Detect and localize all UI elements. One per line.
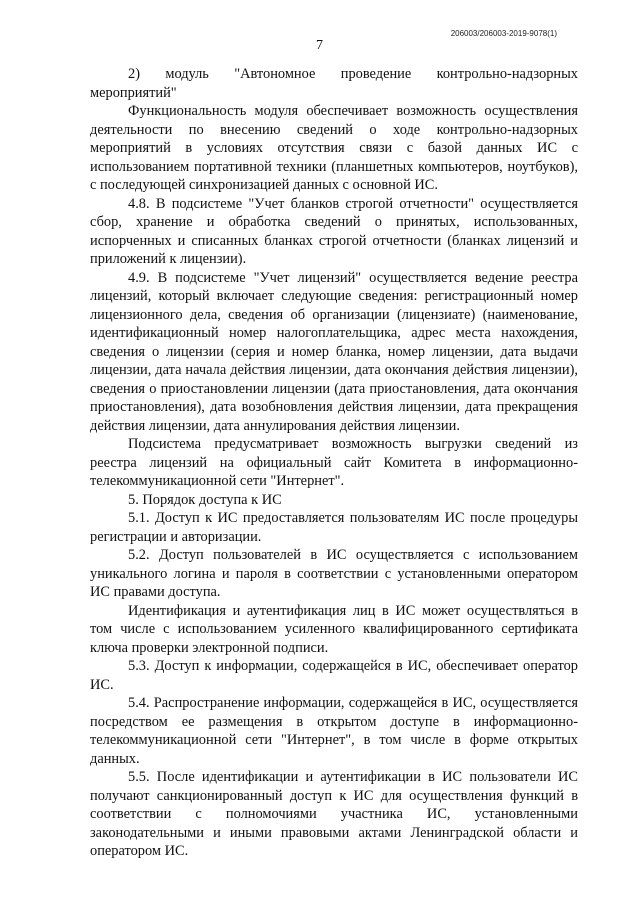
paragraph-module-2: 2) модуль "Автономное проведение контрольно-надзорных мероприятий" (90, 66, 578, 101)
paragraph-5-2: 5.2. Доступ пользователей в ИС осуществляется с использованием уникального логина и пароля в соответствии с установленными оператором ИС правами доступа. (90, 547, 578, 600)
paragraph-5-1: 5.1. Доступ к ИС предоставляется пользователям ИС после процедуры регистрации и авторизации. (90, 510, 578, 545)
paragraph-5-4: 5.4. Распространение информации, содержащейся в ИС, осуществляется посредством ее размещения в открытом доступе в информационно-телекоммуникационной сети "Интернет", в том числе в форме открытых данных. (90, 695, 578, 767)
paragraph-module-functionality: Функциональность модуля обеспечивает возможность осуществления деятельности по внесению сведений о ходе контрольно-надзорных мероприятий в условиях отсутствия связи с базой данных ИС с использованием портативной техники (планшетных компьютеров, ноутбуков), с последующей синхронизацией данных с основной ИС. (90, 103, 578, 193)
document-id: 206003/206003-2019-9078(1) (450, 29, 557, 38)
paragraph-5-3: 5.3. Доступ к информации, содержащейся в ИС, обеспечивает оператор ИС. (90, 658, 578, 693)
section-heading-5: 5. Порядок доступа к ИС (128, 491, 282, 508)
paragraph-5-5: 5.5. После идентификации и аутентификации в ИС пользователи ИС получают санкционированный доступ к ИС для осуществления функций в соответствии с полномочиями участника ИС, установленными законодательными и иными правовыми актами Ленинградской области и оператором ИС. (90, 769, 578, 859)
paragraph-4-8: 4.8. В подсистеме "Учет бланков строгой отчетности" осуществляется сбор, хранение и обработка сведений о принятых, использованных, испорченных и списанных бланках строгой отчетности (бланках лицензий и приложений к лицензии). (90, 195, 578, 267)
paragraph-identification: Идентификация и аутентификация лиц в ИС может осуществляться в том числе с использованием усиленного квалифицированного сертификата ключа проверки электронной подписи. (90, 602, 578, 656)
paragraph-export: Подсистема предусматривает возможность выгрузки сведений из реестра лицензий на официальный сайт Комитета в информационно-телекоммуникационной сети "Интернет". (90, 436, 578, 489)
paragraph-4-9: 4.9. В подсистеме "Учет лицензий" осуществляется ведение реестра лицензий, который включает следующие сведения: регистрационный номер лицензионного дела, сведения об организации (лицензиате) (наименование, идентификационный номер налогоплательщика, адрес места нахождения, сведения о лицензии (серия и номер бланка, номер лицензии, дата выдачи лицензии, дата начала действия лицензии, дата окончания действия лицензии), сведения о приостановлении лицензии (дата приостановления, дата окончания приостановления), дата возобновления действия лицензии, дата прекращения действия лицензии, дата аннулирования действия лицензии. (90, 269, 578, 434)
document-body (90, 65, 578, 861)
page-number: 7 (316, 38, 323, 53)
